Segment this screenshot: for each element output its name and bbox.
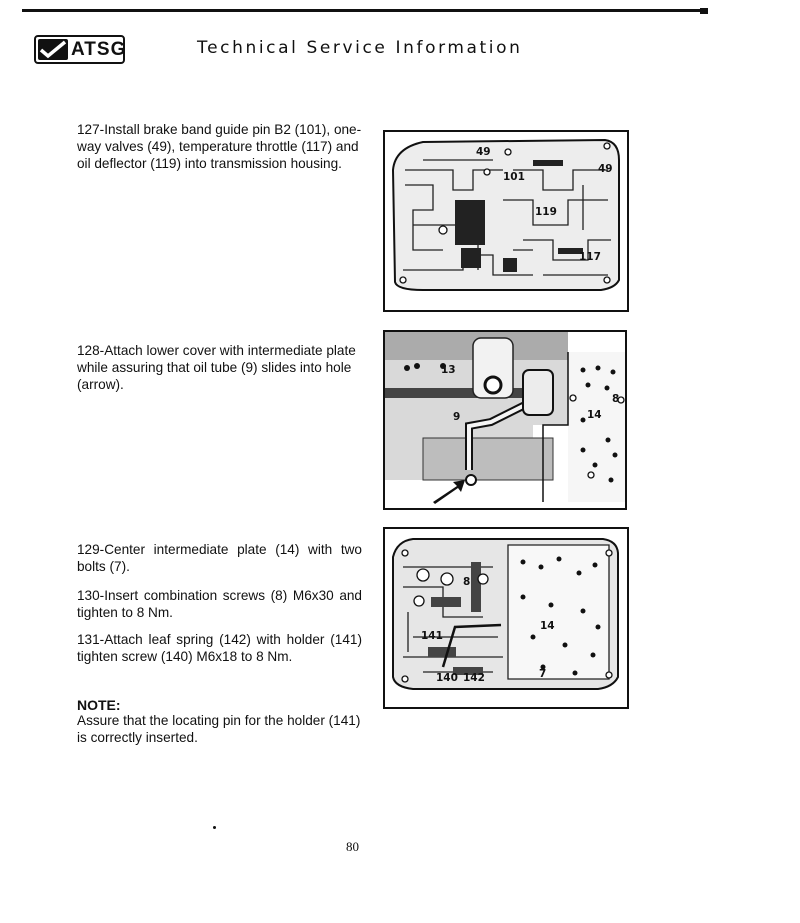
header-rule — [22, 9, 707, 12]
callout-141: 141 — [421, 630, 443, 642]
callout-13: 13 — [441, 364, 456, 376]
header-rule-tip — [700, 8, 708, 14]
note-label: NOTE: — [77, 697, 121, 713]
callout-142: 142 — [463, 672, 485, 684]
checkmark-icon — [38, 39, 68, 60]
step-128: 128-Attach lower cover with intermediate plate while assuring that oil tube (9) slides into hole (arrow). — [77, 343, 356, 392]
figure-valve-body-top — [383, 130, 629, 312]
callout-14: 14 — [540, 620, 555, 632]
callout-7: 7 — [539, 668, 547, 680]
callout-8: 8 — [612, 393, 620, 405]
step-130: 130-Insert combination screws (8) M6x30 and tighten to 8 Nm. — [77, 588, 362, 620]
callout-49: 49 — [476, 146, 491, 158]
callout-8: 8 — [463, 576, 471, 588]
figure-leaf-spring — [383, 527, 629, 709]
page-title: Technical Service Information — [197, 38, 523, 58]
logo-text: ATSG — [71, 39, 127, 60]
page-number: 80 — [346, 839, 359, 854]
callout-14: 14 — [587, 409, 602, 421]
step-129: 129-Center intermediate plate (14) with two bolts (7). — [77, 542, 362, 574]
callout-9: 9 — [453, 411, 461, 423]
scan-speck — [213, 826, 216, 829]
figure-oil-tube — [383, 330, 627, 510]
note-text: Assure that the locating pin for the holder (141) is correctly inserted. — [77, 713, 361, 745]
callout-117: 117 — [579, 251, 601, 263]
callout-101: 101 — [503, 171, 525, 183]
step-131: 131-Attach leaf spring (142) with holder (141) tighten screw (140) M6x18 to 8 Nm. — [77, 632, 362, 664]
callout-119: 119 — [535, 206, 557, 218]
callout-140: 140 — [436, 672, 458, 684]
step-127: 127-Install brake band guide pin B2 (101), one-way valves (49), temperature throttle (117) and oil deflector (119) into transmission housing. — [77, 122, 362, 171]
atsg-logo — [34, 35, 125, 64]
callout-49-right: 49 — [598, 163, 613, 175]
